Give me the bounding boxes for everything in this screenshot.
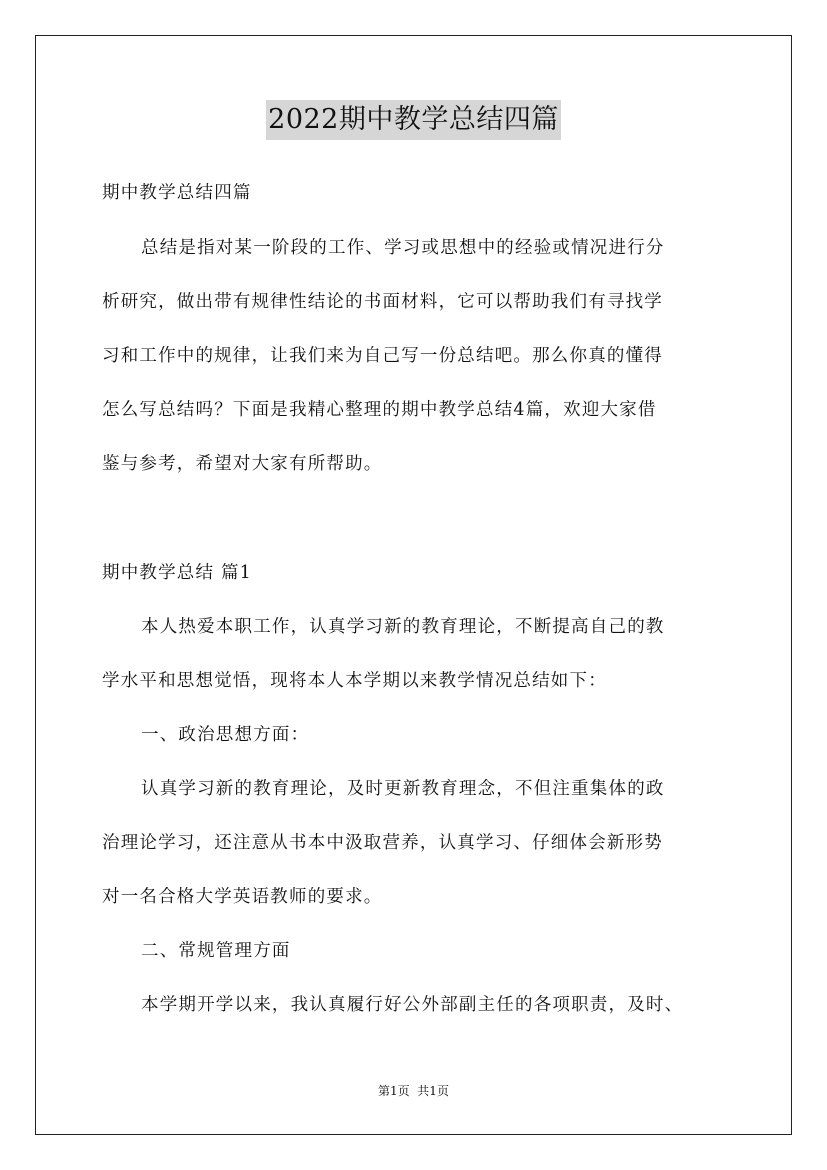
document-subtitle: 期中教学总结四篇 [102,183,252,203]
para1-line-1: 本人热爱本职工作，认真学习新的教育理论，不断提高自己的教 [141,617,665,637]
document-title: 2022期中教学总结四篇 [266,100,561,140]
intro-line-4: 怎么写总结吗？下面是我精心整理的期中教学总结4篇，欢迎大家借 [102,400,657,420]
heading-politics: 一、政治思想方面： [141,725,310,745]
intro-line-1: 总结是指对某一阶段的工作、学习或思想中的经验或情况进行分 [141,238,665,258]
para3-line-1: 本学期开学以来，我认真履行好公外部副主任的各项职责，及时、 [141,995,684,1015]
title-container [0,100,827,140]
section-heading: 期中教学总结 篇1 [102,563,252,583]
heading-management: 二、常规管理方面 [141,941,291,961]
intro-line-2: 析研究，做出带有规律性结论的书面材料，它可以帮助我们有寻找学 [102,292,663,312]
page-footer: 第1页 共1页 [378,1084,449,1098]
intro-line-5: 鉴与参考，希望对大家有所帮助。 [102,454,383,474]
para1-line-2: 学水平和思想觉悟，现将本人本学期以来教学情况总结如下： [102,671,607,691]
intro-line-3: 习和工作中的规律，让我们来为自己写一份总结吧。那么你真的懂得 [102,346,663,366]
para2-line-2: 治理论学习，还注意从书本中汲取营养，认真学习、仔细体会新形势 [102,833,663,853]
para2-line-3: 对一名合格大学英语教师的要求。 [102,887,383,907]
para2-line-1: 认真学习新的教育理论，及时更新教育理念，不但注重集体的政 [141,779,665,799]
